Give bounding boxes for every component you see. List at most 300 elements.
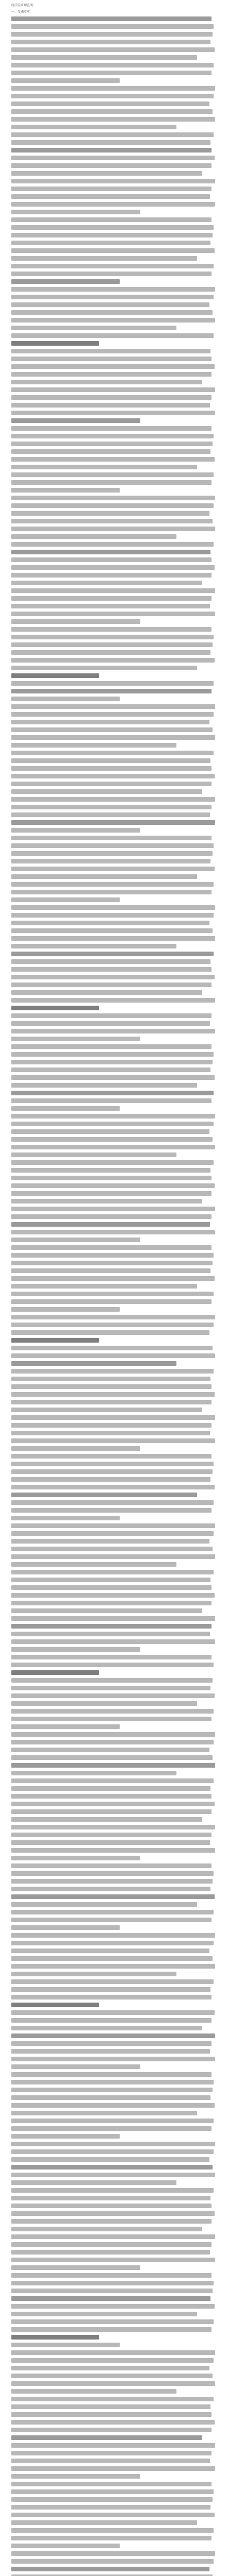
text-line: [11, 2381, 215, 2386]
text-line: [11, 1593, 215, 1598]
text-line: [11, 604, 210, 608]
text-line: [11, 897, 120, 902]
text-line: [11, 1284, 197, 1289]
text-line: [11, 1663, 214, 1667]
text-line: [11, 1075, 215, 1080]
text-line: [11, 2281, 214, 2285]
text-line: [11, 2459, 210, 2463]
text-line: [11, 480, 212, 485]
text-line: [11, 2366, 209, 2370]
text-line: [11, 573, 212, 578]
text-line: [11, 882, 214, 887]
text-line: [11, 32, 213, 37]
text-line: [11, 952, 214, 956]
text-line: [11, 2536, 212, 2540]
text-line: [11, 1925, 120, 1930]
text-line: [11, 588, 215, 593]
text-line: [11, 1948, 209, 1953]
text-line: [11, 1817, 202, 1822]
text-line: [11, 1353, 215, 1358]
text-line: [11, 1044, 212, 1049]
text-line: [11, 1207, 215, 1211]
text-line: [11, 264, 214, 268]
text-line: [11, 1539, 209, 1544]
text-line: [11, 2482, 212, 2486]
text-line: [11, 1268, 210, 1273]
text-line: [11, 318, 215, 323]
text-line: [11, 2304, 215, 2309]
text-line: [11, 465, 197, 469]
text-line: [11, 1454, 212, 1459]
text-line: [11, 1160, 214, 1165]
text-line: [11, 534, 176, 539]
text-line: [11, 125, 176, 129]
text-line: [11, 47, 215, 52]
text-line: [11, 1346, 213, 1350]
text-line: [11, 55, 197, 60]
text-line: [11, 1910, 214, 1914]
text-line: [11, 2358, 214, 2363]
text-line: [11, 874, 197, 879]
text-line: [11, 2466, 215, 2471]
text-line: [11, 1098, 212, 1103]
text-line: [11, 998, 215, 1003]
text-line: [11, 1786, 210, 1791]
text-line: [11, 1145, 215, 1149]
text-line: [11, 2095, 210, 2100]
text-line: [11, 2428, 212, 2432]
text-line: [11, 2204, 212, 2208]
text-line: [11, 542, 214, 547]
text-line: [11, 867, 215, 871]
text-line: [11, 1562, 176, 1567]
text-line: [11, 2196, 210, 2200]
text-line: [11, 2489, 214, 2494]
text-line: [11, 256, 197, 261]
document-heading: 经法院审理查明：: [11, 4, 37, 7]
text-line: [11, 1384, 212, 1389]
text-line: [11, 1941, 214, 1945]
text-line: [11, 2389, 176, 2394]
text-line: [11, 1871, 214, 1876]
text-line: [11, 1693, 215, 1698]
text-line: [11, 1632, 210, 1636]
text-line: [11, 828, 140, 833]
text-line: [11, 990, 202, 995]
text-line: [11, 472, 214, 477]
text-line: [11, 550, 210, 554]
text-line: [11, 650, 210, 655]
text-line: [11, 905, 215, 910]
text-line: [11, 1029, 215, 1033]
text-line: [11, 2219, 212, 2224]
text-line: [11, 712, 214, 717]
text-line: [11, 1840, 210, 1845]
text-line: [11, 2173, 215, 2177]
section-heading-line: [11, 673, 99, 678]
text-line: [11, 2296, 210, 2301]
text-line: [11, 71, 212, 75]
text-line: [11, 1199, 202, 1204]
text-line: [11, 403, 210, 408]
text-line: [11, 2312, 197, 2316]
text-line: [11, 1361, 176, 1366]
section-heading-line: [11, 1006, 99, 1010]
text-line: [11, 349, 210, 353]
text-line: [11, 225, 214, 230]
text-line: [11, 1833, 212, 1837]
text-line: [11, 156, 215, 160]
text-line: [11, 1755, 213, 1760]
text-line: [11, 1230, 215, 1234]
text-line: [11, 2149, 214, 2154]
text-line: [11, 735, 215, 740]
text-line: [11, 789, 202, 794]
text-line: [11, 2374, 213, 2378]
text-line: [11, 1037, 140, 1041]
text-line: [11, 944, 176, 948]
text-line: [11, 279, 120, 284]
text-line: [11, 635, 214, 639]
text-line: [11, 2528, 214, 2533]
text-line: [11, 1724, 120, 1729]
section-heading-line: [11, 341, 99, 346]
text-line: [11, 1013, 212, 1018]
text-line: [11, 2057, 215, 2061]
text-line: [11, 697, 120, 701]
text-line: [11, 1106, 120, 1111]
text-line: [11, 418, 140, 423]
section-heading-line: [11, 2335, 99, 2340]
text-line: [11, 2265, 140, 2270]
text-line: [11, 1863, 212, 1868]
text-line: [11, 1887, 210, 1891]
text-line: [11, 1021, 210, 1026]
text-line: [11, 1717, 212, 1721]
text-line: [11, 1052, 214, 1057]
text-line: [11, 1083, 197, 1088]
text-line: [11, 310, 213, 315]
text-line: [11, 295, 214, 299]
section-heading-line: [11, 1338, 99, 1343]
text-line: [11, 2234, 215, 2239]
text-line: [11, 758, 210, 763]
text-line: [11, 1392, 215, 1397]
text-line: [11, 1601, 212, 1605]
text-line: [11, 426, 212, 431]
text-line: [11, 1477, 210, 1482]
text-line: [11, 2258, 215, 2262]
text-line: [11, 1995, 212, 1999]
text-line: [11, 488, 120, 493]
text-line: [11, 2397, 214, 2401]
text-line: [11, 333, 214, 338]
text-line: [11, 101, 209, 106]
text-line: [11, 503, 214, 508]
text-line: [11, 658, 215, 663]
text-line: [11, 596, 212, 601]
text-line: [11, 1809, 212, 1814]
text-line: [11, 774, 215, 778]
text-line: [11, 1137, 213, 1142]
text-line: [11, 1763, 215, 1768]
text-line: [11, 1523, 215, 1528]
text-line: [11, 782, 212, 786]
text-line: [11, 1554, 215, 1559]
text-line: [11, 496, 215, 500]
text-line: [11, 1616, 215, 1621]
text-line: [11, 565, 215, 570]
text-line: [11, 1956, 213, 1961]
text-line: [11, 557, 212, 562]
text-line: [11, 1067, 210, 1072]
text-line: [11, 2435, 202, 2440]
text-line: [11, 689, 212, 693]
text-line: [11, 1168, 210, 1173]
text-line: [11, 1732, 215, 1737]
text-line: [11, 86, 215, 91]
text-line: [11, 1678, 213, 1683]
text-line: [11, 1585, 212, 1590]
text-line: [11, 2033, 215, 2038]
text-line: [11, 2010, 215, 2015]
text-line: [11, 1114, 215, 1118]
text-line: [11, 581, 202, 585]
text-line: [11, 1578, 210, 1582]
text-line: [11, 2211, 215, 2216]
text-line: [11, 117, 215, 122]
text-line: [11, 179, 215, 183]
text-line: [11, 2544, 120, 2548]
section-heading-line: [11, 2003, 99, 2007]
text-line: [11, 751, 214, 755]
text-line: [11, 272, 212, 276]
text-line: [11, 2451, 212, 2455]
text-line: [11, 2111, 197, 2115]
text-line: [11, 1485, 215, 1489]
text-line: [11, 241, 210, 245]
text-line: [11, 434, 214, 438]
text-line: [11, 194, 210, 199]
text-line: [11, 1979, 214, 1984]
text-line: [11, 210, 140, 214]
text-line: [11, 1825, 215, 1829]
text-line: [11, 959, 210, 964]
text-line: [11, 2165, 213, 2170]
text-line: [11, 982, 212, 987]
text-line: [11, 2157, 209, 2162]
text-line: [11, 1060, 213, 1064]
text-line: [11, 743, 176, 748]
text-line: [11, 1446, 140, 1451]
text-line: [11, 1933, 215, 1938]
text-line: [11, 2242, 212, 2247]
text-line: [11, 449, 210, 454]
text-line: [11, 2289, 213, 2293]
text-line: [11, 1608, 202, 1613]
text-line: [11, 1469, 213, 1474]
text-line: [11, 1276, 215, 1281]
text-line: [11, 2250, 210, 2255]
text-line: [11, 1655, 212, 1659]
text-line: [11, 1778, 214, 1783]
text-line: [11, 843, 214, 848]
text-line: [11, 1570, 214, 1574]
text-line: [11, 1261, 213, 1265]
text-line: [11, 287, 215, 292]
text-line: [11, 94, 214, 98]
text-line: [11, 2567, 209, 2571]
text-line: [11, 1369, 214, 1374]
text-line: [11, 1508, 212, 1513]
text-line: [11, 2180, 176, 2185]
text-line: [11, 727, 213, 732]
text-line: [11, 357, 212, 361]
text-line: [11, 1771, 176, 1775]
text-line: [11, 805, 212, 809]
text-line: [11, 1709, 214, 1714]
text-line: [11, 2103, 215, 2108]
text-line: [11, 1299, 212, 1304]
text-line: [11, 364, 215, 369]
text-line: [11, 1639, 215, 1644]
text-line: [11, 642, 213, 647]
text-line: [11, 24, 214, 29]
text-line: [11, 2343, 120, 2347]
text-line: [11, 2134, 120, 2139]
text-line: [11, 1500, 214, 1505]
text-line: [11, 2026, 202, 2030]
text-line: [11, 163, 212, 168]
text-line: [11, 387, 215, 392]
text-line: [11, 2497, 213, 2502]
text-line: [11, 1701, 197, 1706]
text-line: [11, 380, 202, 384]
text-line: [11, 766, 212, 771]
text-line: [11, 527, 215, 531]
text-line: [11, 2513, 215, 2517]
text-line: [11, 1856, 140, 1860]
section-heading-line: [11, 1670, 99, 1675]
text-line: [11, 2064, 140, 2069]
text-line: [11, 1153, 176, 1157]
text-line: [11, 2126, 212, 2131]
text-line: [11, 140, 210, 145]
text-line: [11, 2049, 210, 2054]
text-line: [11, 2505, 210, 2510]
text-line: [11, 2551, 215, 2556]
text-line: [11, 1377, 210, 1381]
text-line: [11, 859, 210, 863]
text-line: [11, 519, 213, 523]
text-line: [11, 202, 215, 207]
text-line: [11, 1214, 212, 1219]
text-line: [11, 1848, 215, 1853]
text-line: [11, 1431, 210, 1435]
text-line: [11, 109, 213, 114]
text-line: [11, 1894, 215, 1899]
text-line: [11, 1624, 212, 1629]
text-line: [11, 928, 213, 933]
text-line: [11, 1245, 212, 1250]
text-line: [11, 975, 215, 979]
text-line: [11, 1802, 215, 1806]
text-line: [11, 666, 197, 670]
text-line: [11, 812, 210, 817]
text-line: [11, 2273, 212, 2278]
text-line: [11, 1462, 214, 1466]
text-line: [11, 1408, 202, 1412]
section-title: 一、受贿事实: [11, 10, 30, 14]
text-line: [11, 2443, 215, 2448]
text-line: [11, 1647, 140, 1652]
text-line: [11, 411, 215, 415]
text-line: [11, 2227, 202, 2231]
text-line: [11, 1253, 214, 1258]
text-line: [11, 1400, 212, 1404]
text-line: [11, 442, 213, 446]
text-line: [11, 1740, 214, 1744]
text-line: [11, 967, 212, 972]
text-line: [11, 921, 209, 925]
text-line: [11, 1122, 214, 1126]
text-line: [11, 820, 215, 825]
text-line: [11, 1918, 212, 1922]
text-line: [11, 1547, 213, 1551]
text-line: [11, 1315, 215, 1319]
text-line: [11, 1330, 209, 1335]
text-line: [11, 2088, 213, 2092]
text-line: [11, 302, 209, 307]
text-line: [11, 2018, 212, 2023]
text-line: [11, 2119, 214, 2123]
text-line: [11, 1129, 209, 1134]
text-line: [11, 1516, 120, 1520]
text-line: [11, 1292, 214, 1296]
text-line: [11, 1191, 212, 1196]
text-line: [11, 2327, 212, 2332]
text-line: [11, 2520, 197, 2525]
text-line: [11, 836, 212, 840]
text-line: [11, 1307, 120, 1312]
text-line: [11, 2412, 212, 2417]
text-line: [11, 1238, 140, 1242]
text-line: [11, 1531, 214, 1536]
text-line: [11, 720, 209, 724]
text-line: [11, 148, 212, 152]
text-line: [11, 2142, 215, 2146]
text-line: [11, 2404, 210, 2409]
text-line: [11, 171, 202, 176]
text-line: [11, 2072, 212, 2077]
text-line: [11, 217, 212, 222]
text-line: [11, 704, 215, 709]
text-line: [11, 1091, 214, 1095]
text-line: [11, 936, 215, 941]
text-line: [11, 132, 214, 137]
text-line: [11, 1964, 215, 1969]
text-line: [11, 16, 212, 21]
text-line: [11, 78, 120, 83]
text-line: [11, 1423, 212, 1428]
text-line: [11, 1794, 212, 1799]
text-line: [11, 1748, 209, 1752]
text-line: [11, 511, 209, 516]
text-line: [11, 40, 210, 44]
text-line: [11, 63, 214, 67]
text-line: [11, 1902, 197, 1907]
text-line: [11, 1438, 215, 1443]
